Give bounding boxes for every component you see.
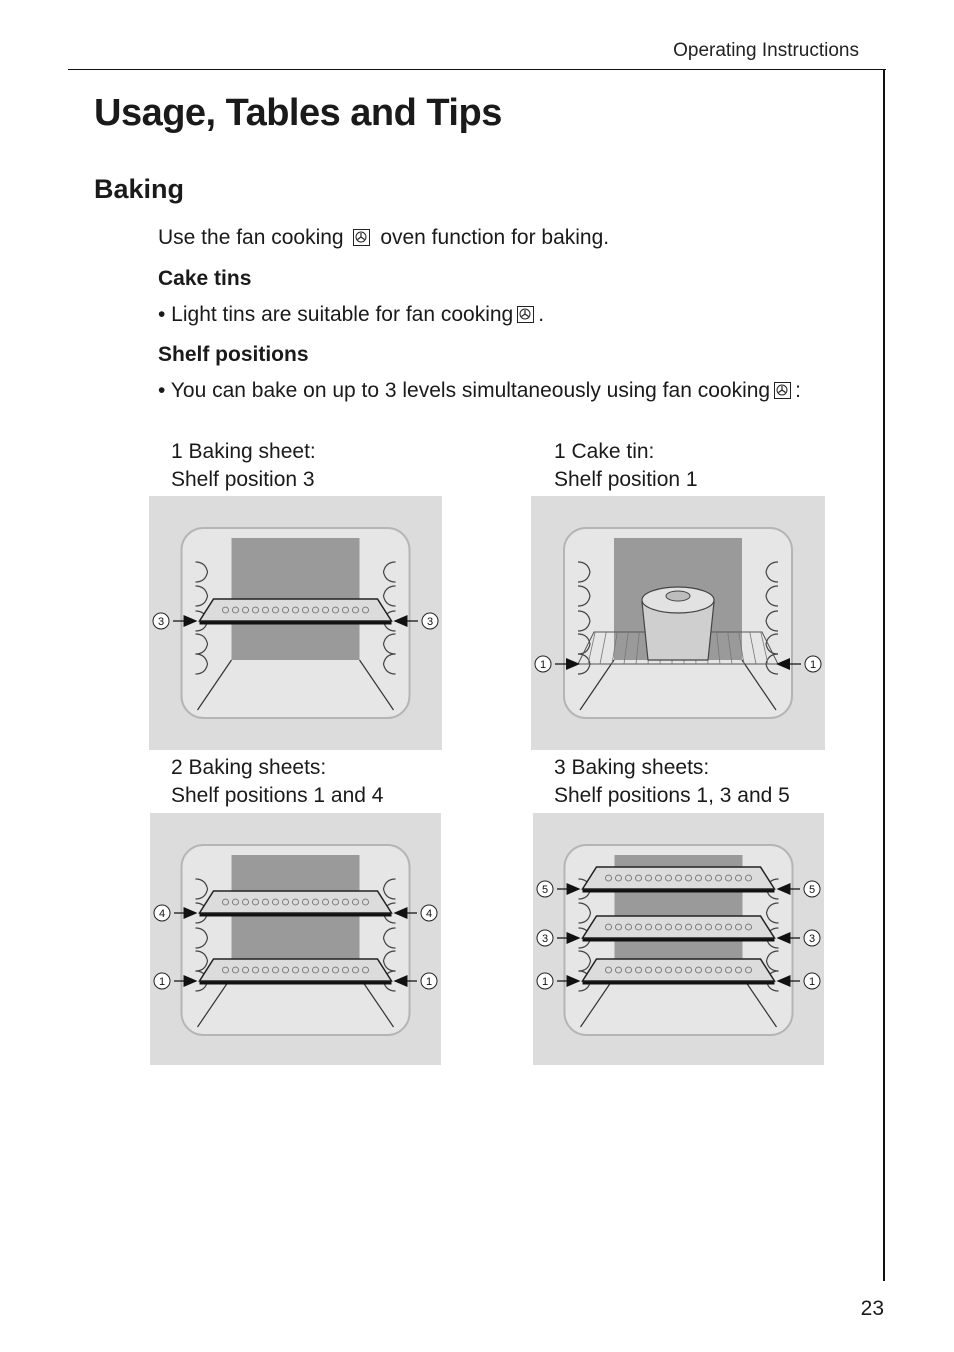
page-number: 23 — [860, 1297, 884, 1320]
oven-diagram-two-sheets — [150, 813, 441, 1065]
figure-caption — [171, 754, 383, 810]
cake-tins-text: • Light tins are suitable for fan cooking — [158, 303, 514, 326]
shelf-positions-bullet — [158, 379, 801, 403]
caption-line: Shelf position 1 — [554, 468, 698, 491]
intro-text-start: Use the fan cooking — [158, 226, 344, 249]
page-title: Usage, Tables and Tips — [94, 92, 502, 134]
caption-line: 1 Cake tin: — [554, 440, 655, 463]
caption-line: 3 Baking sheets: — [554, 756, 710, 779]
fan-cooking-icon — [517, 306, 534, 323]
figure-caption — [171, 438, 316, 494]
shelf-number-label: 5 — [808, 884, 816, 896]
intro-paragraph — [158, 226, 609, 250]
fan-cooking-icon — [774, 382, 791, 399]
shelf-number-label: 4 — [425, 908, 433, 920]
shelf-number-label: 4 — [158, 908, 166, 920]
oven-diagram-one-sheet — [149, 496, 442, 750]
shelf-number-label: 1 — [158, 976, 166, 988]
margin-rule — [883, 69, 885, 1281]
shelf-number-label: 1 — [808, 976, 816, 988]
caption-line: Shelf position 3 — [171, 468, 315, 491]
figure-caption — [554, 754, 790, 810]
figure-caption — [554, 438, 698, 494]
oven-illustration — [533, 813, 824, 1065]
shelf-number-label: 1 — [809, 659, 817, 671]
oven-illustration — [531, 496, 825, 750]
shelf-positions-text-end: : — [795, 379, 801, 402]
header-rule — [68, 69, 886, 70]
shelf-number-label: 3 — [157, 616, 165, 628]
caption-line: Shelf positions 1 and 4 — [171, 784, 384, 807]
cake-tins-bullet — [158, 303, 544, 327]
caption-line: 2 Baking sheets: — [171, 756, 327, 779]
shelf-number-label: 3 — [426, 616, 434, 628]
cake-tins-heading: Cake tins — [158, 267, 252, 290]
fan-cooking-icon — [353, 229, 370, 246]
shelf-number-label: 3 — [541, 933, 549, 945]
cake-tins-text-end: . — [538, 303, 545, 326]
shelf-number-label: 1 — [541, 976, 549, 988]
shelf-positions-text: • You can bake on up to 3 levels simultaneously using fan cooking — [158, 379, 771, 402]
oven-illustration — [149, 496, 442, 750]
shelf-number-label: 3 — [808, 933, 816, 945]
intro-text-end: oven function for baking. — [380, 226, 610, 249]
shelf-number-label: 1 — [539, 659, 547, 671]
caption-line: 1 Baking sheet: — [171, 440, 316, 463]
oven-diagram-three-sheets — [533, 813, 824, 1065]
shelf-number-label: 1 — [425, 976, 433, 988]
shelf-positions-heading: Shelf positions — [158, 343, 309, 366]
cake-tin-center — [666, 591, 690, 601]
oven-illustration — [150, 813, 441, 1065]
section-title-baking: Baking — [94, 174, 185, 204]
shelf-number-label: 5 — [541, 884, 549, 896]
caption-line: Shelf positions 1, 3 and 5 — [554, 784, 790, 807]
running-header: Operating Instructions — [673, 40, 859, 61]
oven-diagram-cake-tin — [531, 496, 825, 750]
